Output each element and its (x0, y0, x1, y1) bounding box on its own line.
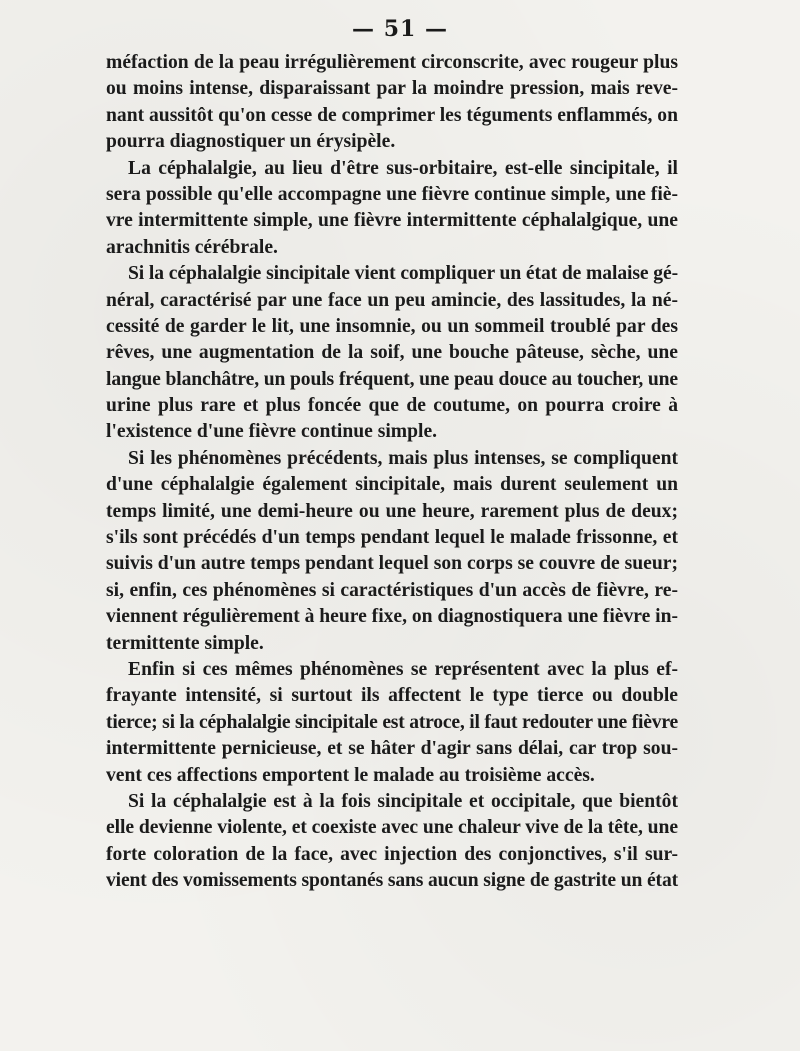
text-line: urine plus rare et plus foncée que de coutume, on pourra croire à (106, 395, 678, 417)
text-line: La céphalalgie, au lieu d'être sus-orbitaire, est-elle sincipitale, il (128, 157, 678, 179)
text-line: si, enfin, ces phénomènes si caractéristiques d'un accès de fièvre, re- (106, 579, 678, 601)
text-line: termittente simple. (106, 632, 264, 654)
text-line: rêves, une augmentation de la soif, une bouche pâteuse, sèche, une (106, 342, 678, 364)
text-line: forte coloration de la face, avec injection des conjonctives, s'il sur- (106, 843, 678, 865)
text-line: Si la céphalalgie est à la fois sincipitale et occipitale, que bientôt (128, 790, 678, 812)
text-line: viennent régulièrement à heure fixe, on diagnostiquera une fièvre in- (106, 606, 678, 628)
text-line: temps limité, une demi-heure ou une heure, rarement plus de deux; (106, 500, 678, 522)
text-line: suivis d'un autre temps pendant lequel son corps se couvre de sueur; (106, 553, 678, 575)
text-line: cessité de garder le lit, une insomnie, ou un sommeil troublé par des (106, 315, 678, 337)
text-line: Si les phénomènes précédents, mais plus intenses, se compliquent (128, 447, 678, 469)
text-line: néral, caractérisé par une face un peu amincie, des lassitudes, la né- (106, 289, 678, 311)
text-line: nant aussitôt qu'on cesse de comprimer les téguments enflammés, on (106, 104, 678, 126)
text-line: Si la céphalalgie sincipitale vient compliquer un état de malaise gé- (128, 263, 678, 285)
text-line: l'existence d'une fièvre continue simple. (106, 421, 438, 443)
text-line: langue blanchâtre, un pouls fréquent, une peau douce au toucher, une (106, 368, 678, 390)
text-line: vent ces affections emportent le malade au troisième accès. (106, 764, 595, 786)
text-line: pourra diagnostiquer un érysipèle. (106, 131, 396, 153)
paragraph-5 (106, 657, 678, 789)
paragraph-2 (106, 156, 678, 262)
text-line: arachnitis cérébrale. (106, 236, 278, 258)
text-line: frayante intensité, si surtout ils affectent le type tierce ou double (106, 685, 678, 707)
paragraph-6 (106, 789, 678, 895)
paragraph-1 (106, 50, 678, 156)
text-line: elle devienne violente, et coexiste avec une chaleur vive de la tête, une (106, 817, 678, 839)
page-number: — 51 — (352, 16, 448, 42)
text-line: d'une céphalalgie également sincipitale, mais durent seulement un (106, 474, 678, 496)
paragraph-4 (106, 446, 678, 657)
text-line: ou moins intense, disparaissant par la moindre pression, mais reve- (106, 78, 678, 100)
text-line: intermittente pernicieuse, et se hâter d'agir sans délai, car trop sou- (106, 738, 678, 760)
text-line: méfaction de la peau irrégulièrement circonscrite, avec rougeur plus (106, 52, 678, 73)
text-line: vre intermittente simple, une fièvre intermittente céphalalgique, une (106, 210, 678, 232)
paragraph-3 (106, 261, 678, 446)
text-line: tierce; si la céphalalgie sincipitale est atroce, il faut redouter une fièvre (106, 711, 678, 733)
body-text (106, 50, 678, 895)
text-line: s'ils sont précédés d'un temps pendant lequel le malade frissonne, et (106, 527, 678, 549)
text-line: Enfin si ces mêmes phénomènes se représentent avec la plus ef- (128, 658, 678, 680)
text-line: vient des vomissements spontanés sans aucun signe de gastrite un état (106, 870, 678, 892)
text-line: sera possible qu'elle accompagne une fièvre continue simple, une fiè- (106, 183, 678, 205)
